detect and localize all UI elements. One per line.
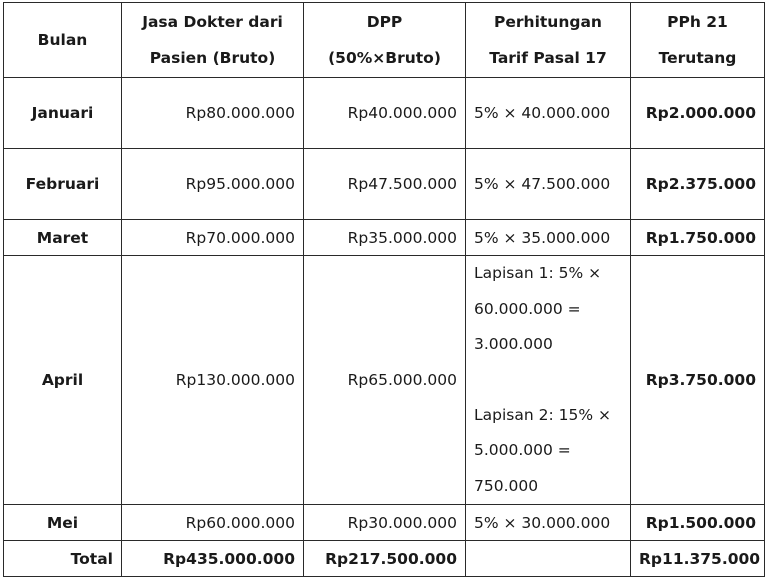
cell-perhitungan: 5% × 35.000.000 (466, 220, 631, 256)
header-row (4, 3, 765, 78)
cell-bulan: April (4, 256, 122, 505)
header-perhitungan-line1: Perhitungan (494, 13, 602, 31)
cell-perhitungan: 5% × 30.000.000 (466, 505, 631, 541)
header-pph-line2: Terutang (658, 49, 737, 67)
cell-perhitungan: 5% × 40.000.000 (466, 78, 631, 149)
lapisan-2-line3: 750.000 (474, 476, 539, 495)
table-row (4, 78, 765, 149)
header-perhitungan-line2: Tarif Pasal 17 (489, 49, 607, 67)
cell-pph21: Rp1.500.000 (631, 505, 765, 541)
total-dpp: Rp217.500.000 (304, 541, 466, 577)
header-jasa-line2: Pasien (Bruto) (149, 49, 276, 67)
table-row (4, 220, 765, 256)
cell-dpp: Rp40.000.000 (304, 78, 466, 149)
cell-bruto: Rp70.000.000 (122, 220, 304, 256)
cell-bruto: Rp80.000.000 (122, 78, 304, 149)
cell-bruto: Rp130.000.000 (122, 256, 304, 505)
cell-bulan: Maret (4, 220, 122, 256)
cell-perhitungan-lapisan (466, 256, 631, 505)
header-pph-line1: PPh 21 (667, 13, 728, 31)
cell-bruto: Rp60.000.000 (122, 505, 304, 541)
total-row (4, 541, 765, 577)
cell-perhitungan: 5% × 47.500.000 (466, 149, 631, 220)
table-row (4, 505, 765, 541)
cell-dpp: Rp47.500.000 (304, 149, 466, 220)
total-pph21: Rp11.375.000 (631, 541, 765, 577)
table-row (4, 149, 765, 220)
header-dpp-line1: DPP (366, 13, 403, 31)
cell-dpp: Rp30.000.000 (304, 505, 466, 541)
cell-bulan: Februari (4, 149, 122, 220)
cell-dpp: Rp65.000.000 (304, 256, 466, 505)
cell-bruto: Rp95.000.000 (122, 149, 304, 220)
cell-bulan: Januari (4, 78, 122, 149)
total-bruto: Rp435.000.000 (122, 541, 304, 577)
lapisan-gap (474, 363, 622, 398)
header-jasa-line1: Jasa Dokter dari (142, 13, 283, 31)
lapisan-2-line2: 5.000.000 = (474, 441, 571, 459)
cell-bulan: Mei (4, 505, 122, 541)
header-perhitungan (466, 3, 631, 78)
cell-pph21: Rp2.000.000 (631, 78, 765, 149)
lapisan-2-line1: Lapisan 2: 15% × (474, 405, 611, 424)
lapisan-1-line1: Lapisan 1: 5% × (474, 264, 602, 282)
header-pph21 (631, 3, 765, 78)
table-row (4, 256, 765, 505)
header-bulan: Bulan (4, 3, 122, 78)
pph21-table (3, 2, 765, 577)
total-label: Total (4, 541, 122, 577)
lapisan-1-line2: 60.000.000 = (474, 299, 581, 318)
header-dpp-line2: (50%×Bruto) (328, 49, 441, 67)
lapisan-1-line3: 3.000.000 (474, 335, 553, 353)
cell-pph21: Rp3.750.000 (631, 256, 765, 505)
cell-dpp: Rp35.000.000 (304, 220, 466, 256)
cell-pph21: Rp1.750.000 (631, 220, 765, 256)
header-dpp (304, 3, 466, 78)
lapisan-2-block (474, 398, 622, 505)
header-jasa-dokter (122, 3, 304, 78)
cell-pph21: Rp2.375.000 (631, 149, 765, 220)
lapisan-1-block (474, 256, 622, 363)
total-perhitungan (466, 541, 631, 577)
